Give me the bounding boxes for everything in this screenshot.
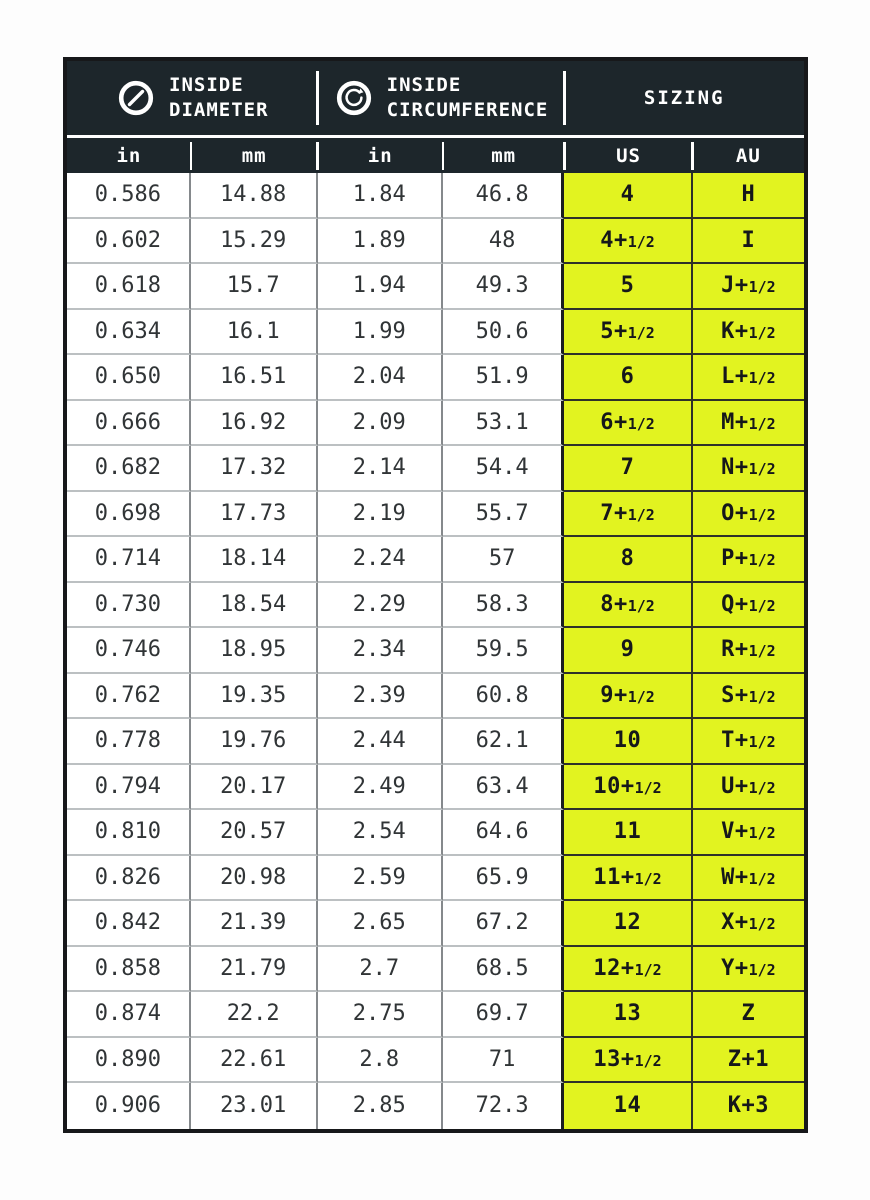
cell-us: 5+1/2 (564, 310, 692, 356)
diameter-icon (116, 78, 156, 118)
group-header-inside-diameter (67, 61, 318, 135)
cell-circumference-mm: 63.4 (443, 765, 565, 811)
cell-circumference-mm: 48 (443, 219, 565, 265)
cell-us: 14 (564, 1083, 692, 1129)
cell-diameter-mm: 19.76 (191, 719, 318, 765)
group-header-row (67, 61, 804, 135)
cell-us: 7+1/2 (564, 492, 692, 538)
size-fraction: 1/2 (748, 915, 776, 934)
cell-circumference-in: 2.49 (318, 765, 443, 811)
table-row (67, 446, 804, 492)
cell-circumference-in: 1.99 (318, 310, 443, 356)
cell-us: 13+1/2 (564, 1038, 692, 1084)
size-fraction: 1/2 (627, 414, 655, 433)
cell-au: I (693, 219, 804, 265)
cell-circumference-in: 2.19 (318, 492, 443, 538)
cell-diameter-mm: 16.92 (191, 401, 318, 447)
table-row (67, 719, 804, 765)
cell-au: S+1/2 (693, 674, 804, 720)
cell-us: 6 (564, 355, 692, 401)
cell-diameter-mm: 15.29 (191, 219, 318, 265)
cell-circumference-mm: 49.3 (443, 264, 565, 310)
cell-au: Q+1/2 (693, 583, 804, 629)
cell-au: J+1/2 (693, 264, 804, 310)
cell-circumference-mm: 46.8 (443, 173, 565, 219)
table-header (67, 61, 804, 173)
table-row (67, 628, 804, 674)
column-header-us: US (564, 135, 692, 173)
cell-diameter-mm: 20.98 (191, 856, 318, 902)
cell-diameter-mm: 23.01 (191, 1083, 318, 1129)
cell-diameter-in: 0.778 (67, 719, 191, 765)
cell-diameter-in: 0.634 (67, 310, 191, 356)
cell-diameter-in: 0.586 (67, 173, 191, 219)
column-header-circumference-in: in (318, 135, 443, 173)
cell-us: 5 (564, 264, 692, 310)
size-fraction: 1/2 (748, 869, 776, 888)
cell-diameter-in: 0.826 (67, 856, 191, 902)
cell-circumference-in: 2.44 (318, 719, 443, 765)
cell-au: Z (693, 992, 804, 1038)
size-fraction: 1/2 (627, 687, 655, 706)
cell-au: T+1/2 (693, 719, 804, 765)
size-fraction: 1/2 (627, 505, 655, 524)
table-body (67, 173, 804, 1129)
cell-circumference-mm: 67.2 (443, 901, 565, 947)
cell-diameter-mm: 16.1 (191, 310, 318, 356)
table-row (67, 992, 804, 1038)
cell-circumference-in: 1.94 (318, 264, 443, 310)
cell-au: R+1/2 (693, 628, 804, 674)
cell-circumference-in: 2.75 (318, 992, 443, 1038)
table-row (67, 264, 804, 310)
cell-us: 12 (564, 901, 692, 947)
size-fraction: 1/2 (748, 960, 776, 979)
cell-circumference-mm: 59.5 (443, 628, 565, 674)
cell-circumference-mm: 71 (443, 1038, 565, 1084)
cell-diameter-in: 0.858 (67, 947, 191, 993)
cell-circumference-in: 2.7 (318, 947, 443, 993)
cell-diameter-mm: 22.2 (191, 992, 318, 1038)
cell-diameter-mm: 16.51 (191, 355, 318, 401)
cell-circumference-in: 1.89 (318, 219, 443, 265)
cell-diameter-mm: 20.57 (191, 810, 318, 856)
cell-us: 6+1/2 (564, 401, 692, 447)
cell-circumference-mm: 50.6 (443, 310, 565, 356)
cell-au: X+1/2 (693, 901, 804, 947)
cell-circumference-in: 2.14 (318, 446, 443, 492)
sizing-chart (63, 57, 808, 1133)
table-row (67, 537, 804, 583)
cell-diameter-in: 0.810 (67, 810, 191, 856)
cell-us: 9 (564, 628, 692, 674)
cell-circumference-mm: 54.4 (443, 446, 565, 492)
cell-us: 9+1/2 (564, 674, 692, 720)
cell-circumference-mm: 72.3 (443, 1083, 565, 1129)
size-fraction: 1/2 (634, 960, 662, 979)
cell-diameter-in: 0.762 (67, 674, 191, 720)
cell-au: W+1/2 (693, 856, 804, 902)
cell-circumference-mm: 60.8 (443, 674, 565, 720)
cell-diameter-mm: 20.17 (191, 765, 318, 811)
cell-circumference-mm: 62.1 (443, 719, 565, 765)
size-fraction: 1/2 (634, 1051, 662, 1070)
cell-diameter-in: 0.746 (67, 628, 191, 674)
cell-au: K+1/2 (693, 310, 804, 356)
cell-au: H (693, 173, 804, 219)
cell-diameter-mm: 21.79 (191, 947, 318, 993)
cell-circumference-mm: 57 (443, 537, 565, 583)
group-header-sizing (564, 61, 804, 135)
cell-circumference-in: 2.04 (318, 355, 443, 401)
cell-diameter-in: 0.794 (67, 765, 191, 811)
cell-us: 11+1/2 (564, 856, 692, 902)
table-row (67, 355, 804, 401)
cell-diameter-in: 0.714 (67, 537, 191, 583)
size-fraction: 1/2 (748, 733, 776, 752)
table-row (67, 219, 804, 265)
cell-diameter-mm: 19.35 (191, 674, 318, 720)
cell-circumference-in: 2.54 (318, 810, 443, 856)
cell-circumference-mm: 53.1 (443, 401, 565, 447)
cell-diameter-in: 0.842 (67, 901, 191, 947)
cell-diameter-mm: 17.32 (191, 446, 318, 492)
cell-diameter-mm: 21.39 (191, 901, 318, 947)
size-fraction: 1/2 (748, 687, 776, 706)
cell-circumference-mm: 51.9 (443, 355, 565, 401)
cell-us: 10+1/2 (564, 765, 692, 811)
cell-au: N+1/2 (693, 446, 804, 492)
size-fraction: 1/2 (748, 824, 776, 843)
cell-diameter-in: 0.650 (67, 355, 191, 401)
cell-circumference-in: 2.29 (318, 583, 443, 629)
cell-us: 11 (564, 810, 692, 856)
cell-au: O+1/2 (693, 492, 804, 538)
cell-circumference-in: 2.24 (318, 537, 443, 583)
group-label-line: INSIDE (386, 74, 462, 97)
column-header-diameter-in: in (67, 135, 191, 173)
group-label-line: DIAMETER (169, 99, 269, 121)
cell-diameter-mm: 22.61 (191, 1038, 318, 1084)
group-label (387, 73, 549, 122)
size-fraction: 1/2 (748, 278, 776, 297)
cell-circumference-mm: 65.9 (443, 856, 565, 902)
table-row (67, 810, 804, 856)
cell-circumference-mm: 64.6 (443, 810, 565, 856)
cell-diameter-mm: 18.54 (191, 583, 318, 629)
group-label-line: INSIDE (169, 74, 244, 97)
cell-circumference-mm: 58.3 (443, 583, 565, 629)
cell-circumference-in: 2.39 (318, 674, 443, 720)
column-header-au: AU (693, 135, 804, 173)
size-fraction: 1/2 (748, 414, 776, 433)
size-fraction: 1/2 (748, 551, 776, 570)
cell-diameter-in: 0.906 (67, 1083, 191, 1129)
column-header-circumference-mm: mm (443, 135, 565, 173)
size-fraction: 1/2 (748, 323, 776, 342)
table-row (67, 492, 804, 538)
cell-au: M+1/2 (693, 401, 804, 447)
table-row (67, 583, 804, 629)
group-label: SIZING (643, 86, 725, 109)
table-row (67, 856, 804, 902)
table-row (67, 901, 804, 947)
circumference-icon (334, 78, 374, 118)
cell-diameter-mm: 18.95 (191, 628, 318, 674)
cell-diameter-in: 0.602 (67, 219, 191, 265)
cell-circumference-in: 2.34 (318, 628, 443, 674)
cell-circumference-in: 2.85 (318, 1083, 443, 1129)
size-fraction: 1/2 (627, 596, 655, 615)
cell-circumference-in: 2.59 (318, 856, 443, 902)
unit-header-row (67, 135, 804, 173)
cell-diameter-mm: 14.88 (191, 173, 318, 219)
cell-us: 8 (564, 537, 692, 583)
size-fraction: 1/2 (748, 369, 776, 388)
table-row (67, 401, 804, 447)
size-fraction: 1/2 (748, 460, 776, 479)
table-row (67, 674, 804, 720)
size-fraction: 1/2 (627, 232, 655, 251)
cell-au: Y+1/2 (693, 947, 804, 993)
cell-us: 4 (564, 173, 692, 219)
table-row (67, 765, 804, 811)
cell-diameter-in: 0.698 (67, 492, 191, 538)
size-fraction: 1/2 (748, 505, 776, 524)
table-row (67, 947, 804, 993)
size-fraction: 1/2 (634, 869, 662, 888)
cell-au: V+1/2 (693, 810, 804, 856)
cell-circumference-in: 2.8 (318, 1038, 443, 1084)
cell-circumference-mm: 55.7 (443, 492, 565, 538)
cell-us: 13 (564, 992, 692, 1038)
group-label-line: CIRCUMFERENCE (386, 99, 549, 121)
size-fraction: 1/2 (634, 778, 662, 797)
cell-diameter-mm: 17.73 (191, 492, 318, 538)
cell-au: P+1/2 (693, 537, 804, 583)
cell-diameter-in: 0.666 (67, 401, 191, 447)
size-fraction: 1/2 (748, 596, 776, 615)
size-fraction: 1/2 (627, 323, 655, 342)
group-header-inside-circumference (318, 61, 565, 135)
cell-circumference-mm: 68.5 (443, 947, 565, 993)
ring-size-table (67, 61, 804, 1129)
cell-au: K+3 (693, 1083, 804, 1129)
column-header-diameter-mm: mm (191, 135, 318, 173)
cell-us: 8+1/2 (564, 583, 692, 629)
cell-circumference-in: 2.65 (318, 901, 443, 947)
cell-circumference-mm: 69.7 (443, 992, 565, 1038)
cell-diameter-in: 0.618 (67, 264, 191, 310)
cell-au: Z+1 (693, 1038, 804, 1084)
cell-diameter-mm: 18.14 (191, 537, 318, 583)
table-row (67, 173, 804, 219)
cell-au: U+1/2 (693, 765, 804, 811)
group-label (169, 73, 269, 122)
cell-diameter-in: 0.890 (67, 1038, 191, 1084)
cell-au: L+1/2 (693, 355, 804, 401)
table-row (67, 310, 804, 356)
cell-us: 12+1/2 (564, 947, 692, 993)
cell-us: 7 (564, 446, 692, 492)
cell-diameter-in: 0.730 (67, 583, 191, 629)
cell-diameter-in: 0.682 (67, 446, 191, 492)
table-row (67, 1083, 804, 1129)
cell-circumference-in: 2.09 (318, 401, 443, 447)
cell-us: 4+1/2 (564, 219, 692, 265)
cell-us: 10 (564, 719, 692, 765)
cell-diameter-in: 0.874 (67, 992, 191, 1038)
cell-diameter-mm: 15.7 (191, 264, 318, 310)
size-fraction: 1/2 (748, 778, 776, 797)
table-row (67, 1038, 804, 1084)
cell-circumference-in: 1.84 (318, 173, 443, 219)
size-fraction: 1/2 (748, 642, 776, 661)
